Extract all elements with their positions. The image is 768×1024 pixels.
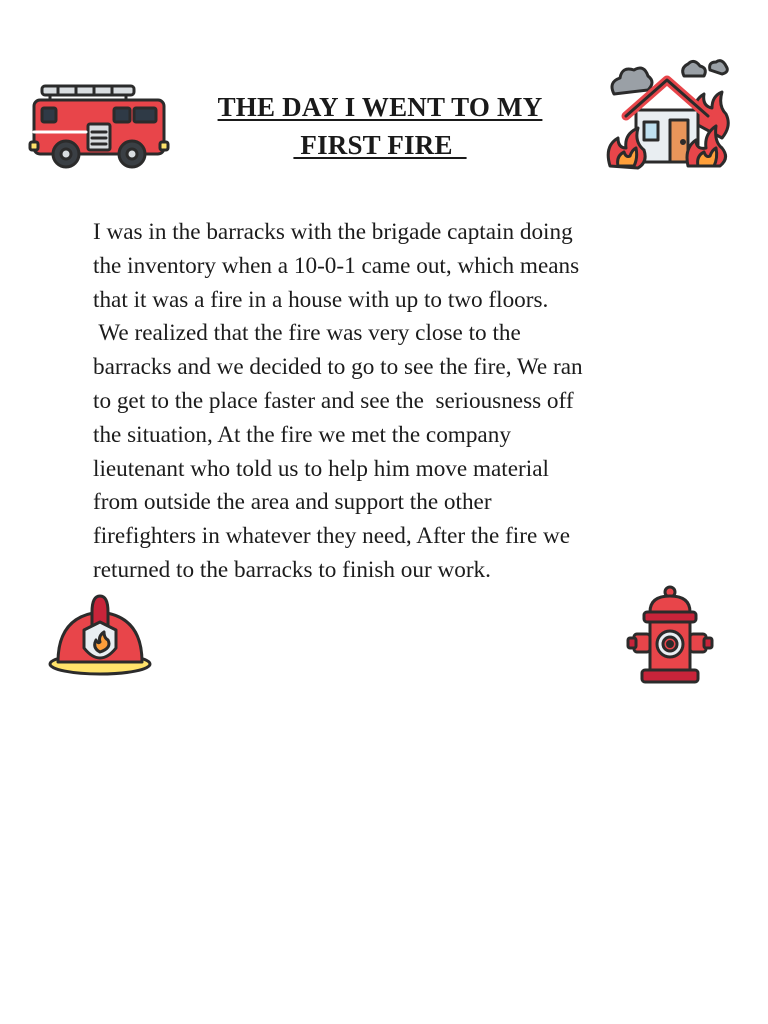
paragraph-line: from outside the area and support the other xyxy=(93,489,492,516)
title-line-2: FIRST FIRE xyxy=(293,130,467,160)
story-paragraph xyxy=(93,216,693,588)
paragraph-line: the inventory when a 10-0-1 came out, which means xyxy=(93,252,580,279)
paragraph-line: returned to the barracks to finish our work. xyxy=(93,556,491,583)
fire-hydrant-icon xyxy=(624,584,716,688)
title-line-1: THE DAY I WENT TO MY xyxy=(217,92,543,122)
paragraph-line: that it was a fire in a house with up to two floors. xyxy=(93,286,549,313)
burning-house-icon xyxy=(604,54,734,174)
paragraph-line: barracks and we decided to go to see the fire, We ran xyxy=(93,354,583,381)
page-title xyxy=(170,88,590,164)
paragraph-line: We realized that the fire was very close to the xyxy=(93,320,521,347)
fire-truck-icon xyxy=(28,80,170,172)
paragraph-line: I was in the barracks with the brigade captain doing xyxy=(93,219,573,245)
paragraph-line: the situation, At the fire we met the company xyxy=(93,421,511,448)
paragraph-line: to get to the place faster and see the seriousness off xyxy=(93,387,574,414)
firefighter-helmet-icon xyxy=(46,592,154,680)
paragraph-line: lieutenant who told us to help him move material xyxy=(93,455,549,482)
paragraph-line: firefighters in whatever they need, After the fire we xyxy=(93,523,571,550)
